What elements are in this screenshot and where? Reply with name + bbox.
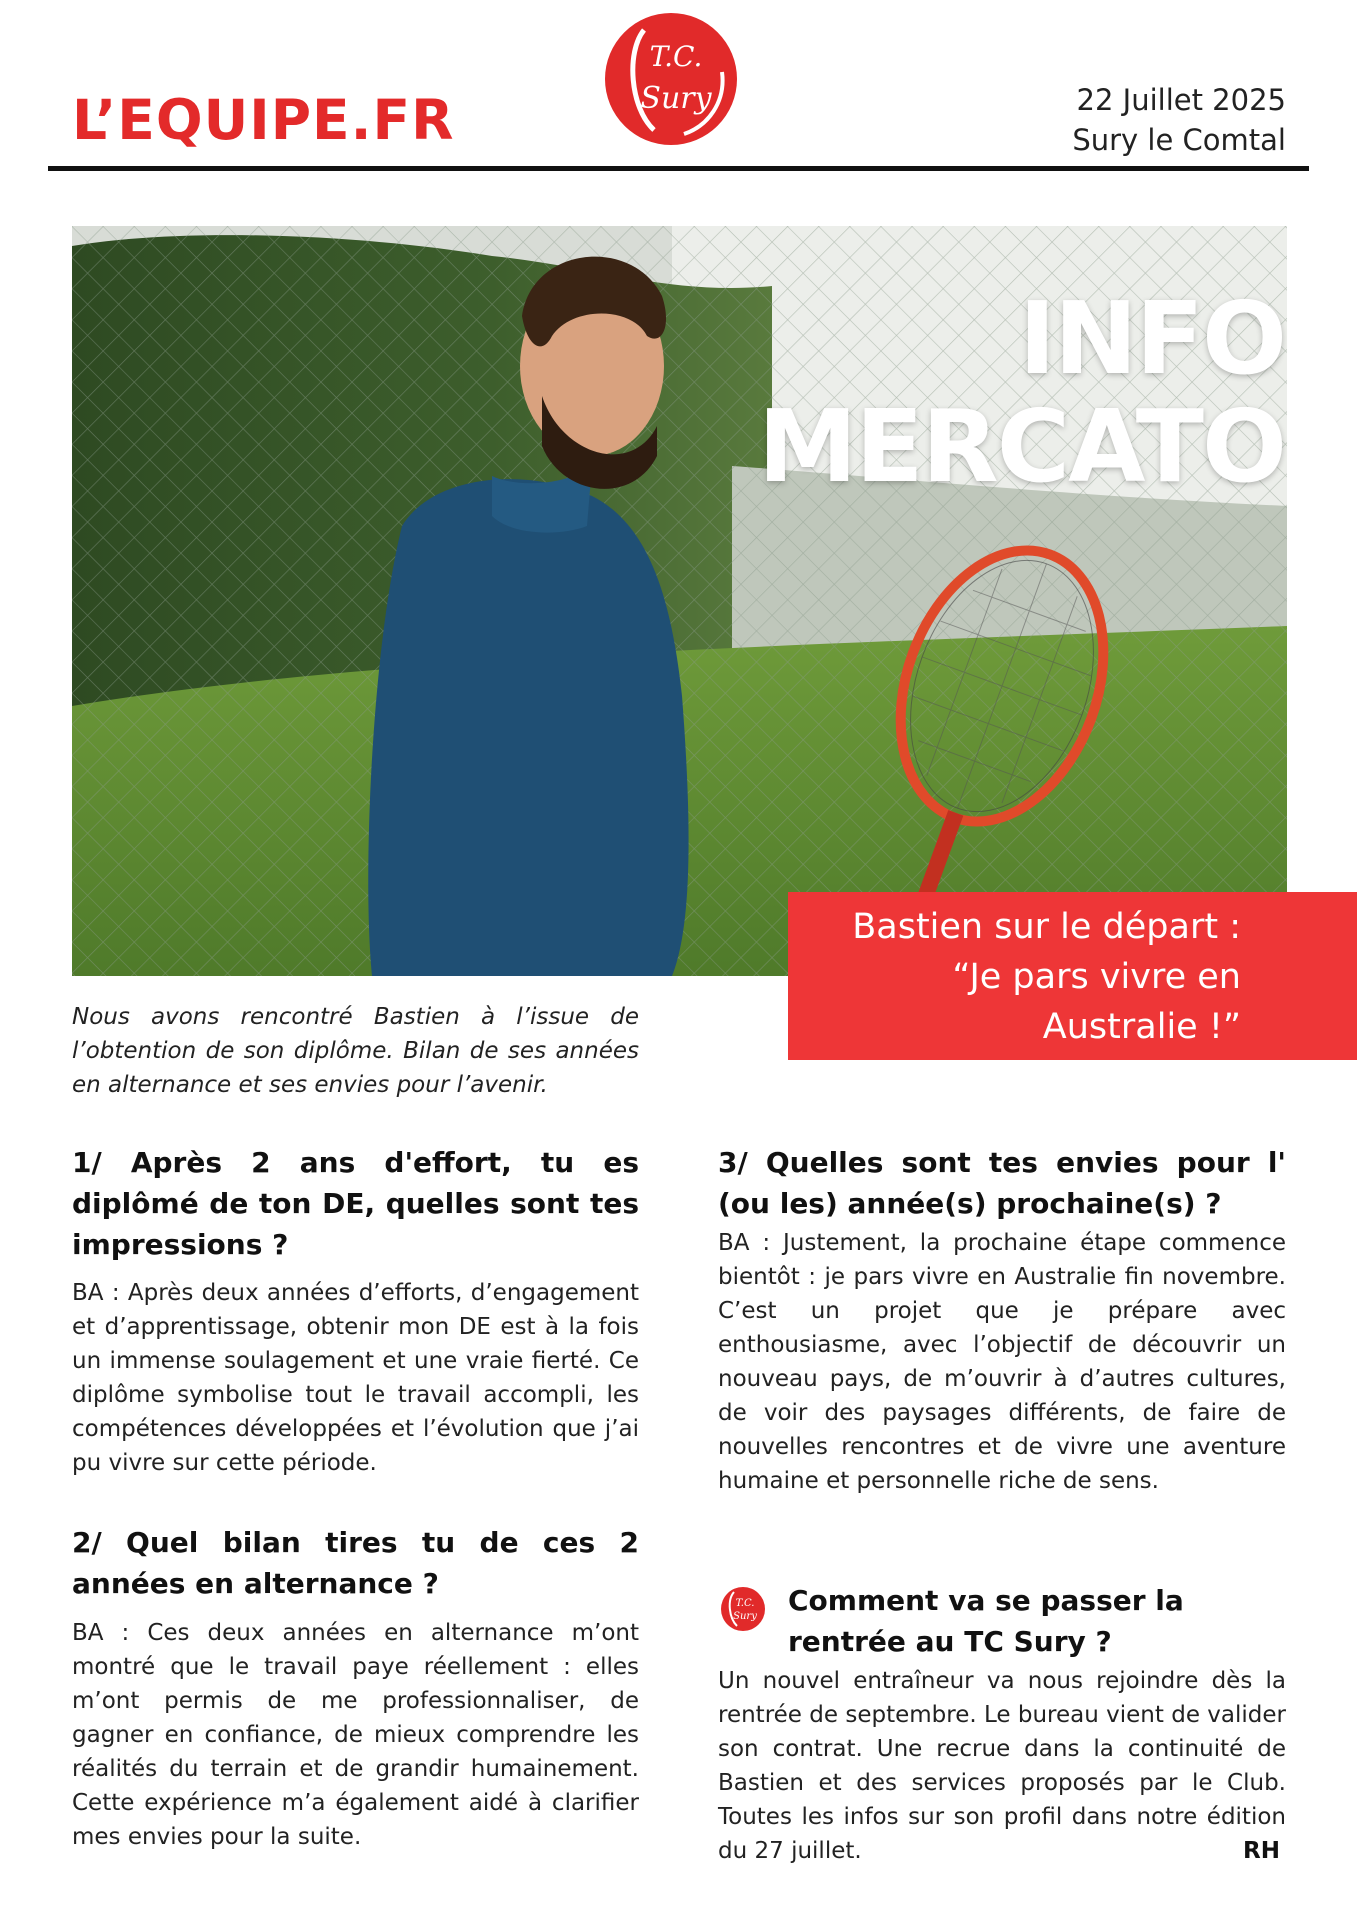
logo-text-top: T.C. [649, 40, 703, 73]
intro-text: Nous avons rencontré Bastien à l’issue de l’obtention de son diplôme. Bilan de ses années en alternance et ses envies pour l’avenir. [72, 1004, 639, 1098]
caption-line-1: Bastien sur le départ : [852, 907, 1241, 947]
headline-line-1: INFO [1018, 280, 1285, 397]
svg-text:Sury: Sury [733, 1611, 757, 1622]
header-rule [48, 166, 1309, 171]
answer-3: BA : Justement, la prochaine étape commence bientôt : je pars vivre en Australie fin novembre. C’est un projet que je prépare avec enthousiasme, avec l’objectif de découvrir un nouveau pays, de m’ouvrir à d’autres cultures, de voir des paysages différents, de faire de nouvelles rencontres et de vivre une aventure humaine et personnelle riche de sens. [718, 1230, 1286, 1494]
caption-line-3: Australie !” [1042, 1007, 1241, 1047]
caption-text [852, 902, 1241, 1052]
tc-sury-logo [604, 12, 738, 146]
caption-line-2: “Je pars vivre en [952, 957, 1241, 997]
caption-box [788, 892, 1357, 1060]
logo-text-bottom: Sury [640, 81, 712, 116]
dateline [1072, 80, 1286, 160]
issue-date: 22 Juillet 2025 [1076, 83, 1286, 117]
answer-2: BA : Ces deux années en alternance m’ont montré que le travail paye réellement : elles m’ont permis de me professionnaliser, de gagner en confiance, de mieux comprendre les réalités du terrain et de grandir humainement. Cette expérience m’a également aidé à clarifier mes envies pour la suite. [72, 1620, 639, 1850]
headline-line-2: MERCATO [757, 388, 1285, 505]
hero-headline [715, 280, 1285, 505]
rentree-answer: Un nouvel entraîneur va nous rejoindre dès la rentrée de septembre. Le bureau vient de valider son contrat. Une recrue dans la continuité de Bastien et des services proposés par le Club. Toutes les infos sur son profil dans notre édition du 27 juillet. [718, 1668, 1286, 1864]
question-3: 3/ Quelles sont tes envies pour l' (ou les) année(s) prochaine(s) ? [718, 1146, 1286, 1220]
author-signature: RH [1243, 1838, 1280, 1864]
question-2: 2/ Quel bilan tires tu de ces 2 années en alternance ? [72, 1526, 639, 1600]
tc-sury-small-logo-icon [720, 1586, 766, 1632]
svg-text:T.C.: T.C. [735, 1598, 755, 1609]
answer-1: BA : Après deux années d’efforts, d’engagement et d’apprentissage, obtenir mon DE est à la fois un immense soulagement et une vraie fierté. Ce diplôme symbolise tout le travail accompli, les compétences développées et l’évolution que j’ai pu vivre sur cette période. [72, 1280, 639, 1476]
brand-title: L’EQUIPE.FR [72, 88, 455, 152]
issue-place: Sury le Comtal [1072, 123, 1286, 157]
rentree-question: Comment va se passer la rentrée au TC Sury ? [788, 1584, 1184, 1658]
question-1: 1/ Après 2 ans d'effort, tu es diplômé de ton DE, quelles sont tes impressions ? [72, 1146, 639, 1261]
